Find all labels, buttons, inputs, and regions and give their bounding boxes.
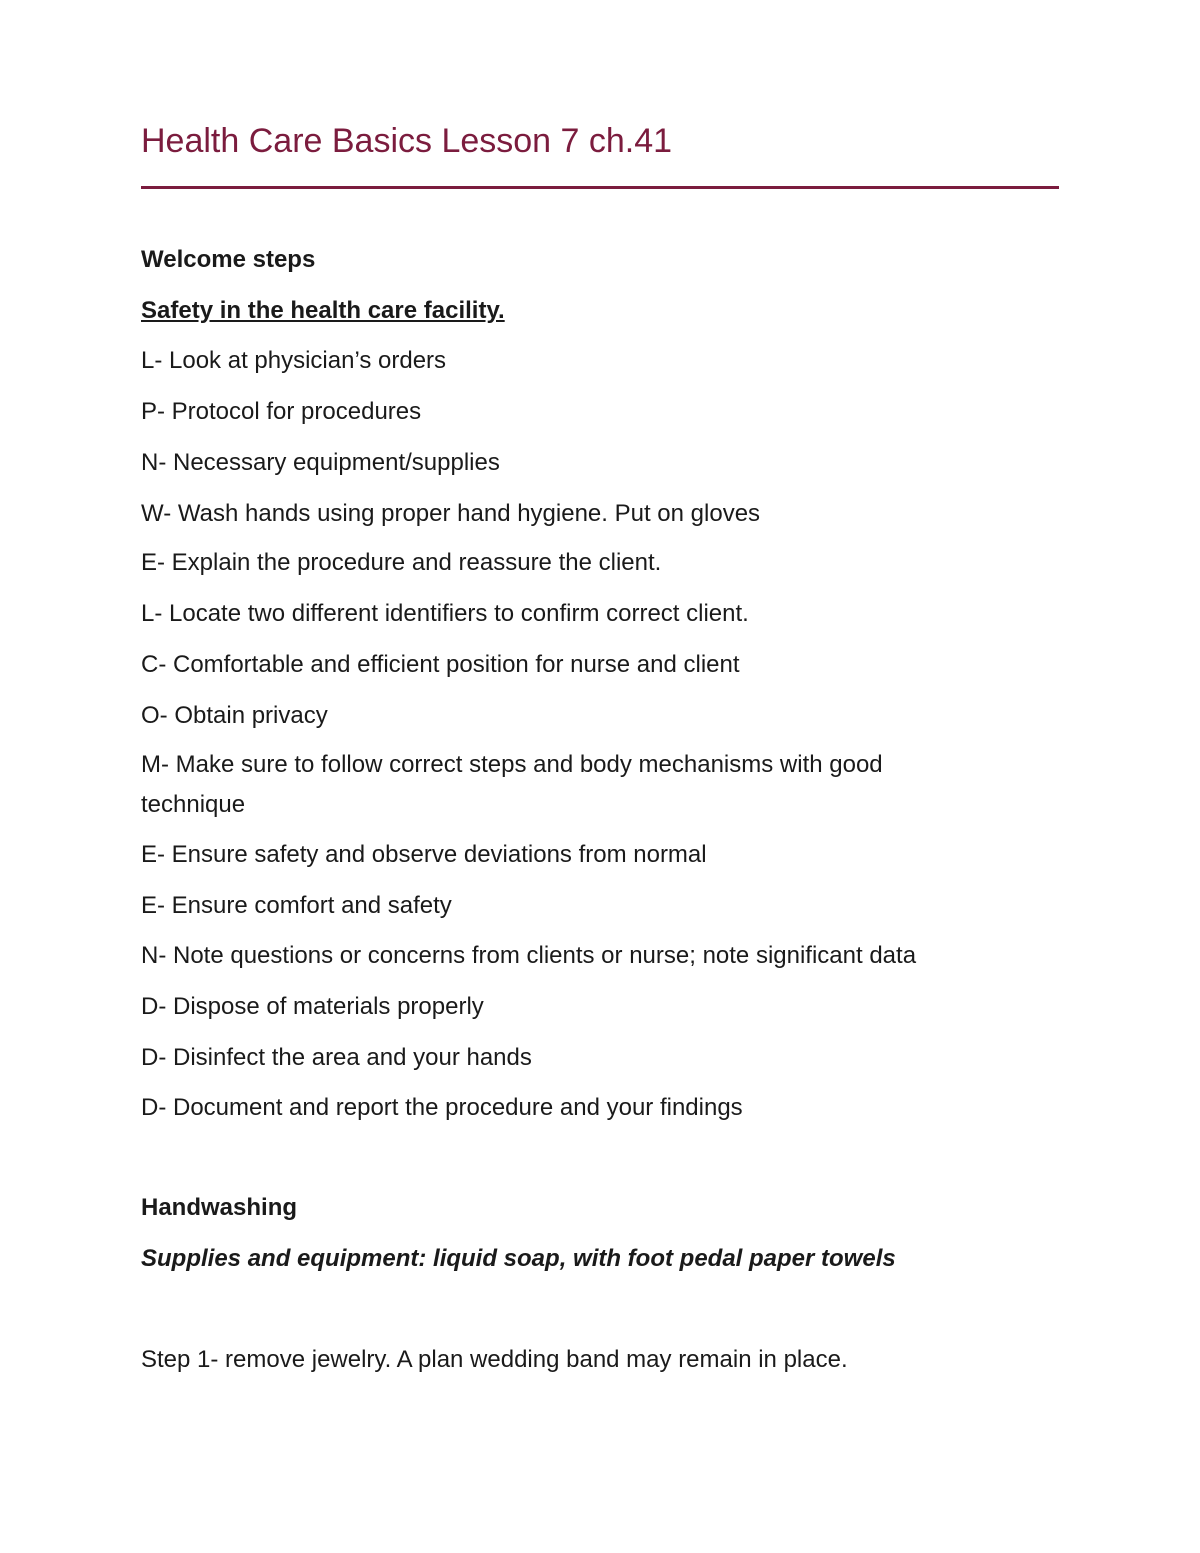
list-item: P- Protocol for procedures — [141, 398, 422, 425]
list-item: L- Locate two different identifiers to confirm correct client. — [141, 600, 749, 627]
list-item-continuation: technique — [141, 791, 246, 818]
list-item: M- Make sure to follow correct steps and body mechanisms with good — [141, 751, 883, 778]
list-item: L- Look at physician’s orders — [141, 347, 447, 374]
list-item: D- Document and report the procedure and your findings — [141, 1094, 743, 1121]
welcome-steps-heading: Welcome steps — [141, 246, 316, 273]
list-item: D- Disinfect the area and your hands — [141, 1044, 532, 1071]
document-title: Health Care Basics Lesson 7 ch.41 — [141, 122, 673, 160]
handwashing-heading: Handwashing — [141, 1194, 298, 1221]
list-item: N- Necessary equipment/supplies — [141, 449, 500, 476]
list-item: W- Wash hands using proper hand hygiene. Put on gloves — [141, 500, 761, 527]
list-item: C- Comfortable and efficient position for nurse and client — [141, 651, 740, 678]
step-1-text: Step 1- remove jewelry. A plan wedding band may remain in place. — [141, 1346, 848, 1373]
title-divider — [141, 186, 1059, 189]
supplies-line: Supplies and equipment: liquid soap, with foot pedal paper towels — [141, 1245, 896, 1272]
list-item: D- Dispose of materials properly — [141, 993, 484, 1020]
list-item: O- Obtain privacy — [141, 702, 328, 729]
safety-heading: Safety in the health care facility. — [141, 297, 505, 324]
list-item: E- Ensure safety and observe deviations from normal — [141, 841, 707, 868]
list-item: E- Ensure comfort and safety — [141, 892, 452, 919]
list-item: N- Note questions or concerns from clients or nurse; note significant data — [141, 942, 917, 969]
list-item: E- Explain the procedure and reassure the client. — [141, 549, 662, 576]
